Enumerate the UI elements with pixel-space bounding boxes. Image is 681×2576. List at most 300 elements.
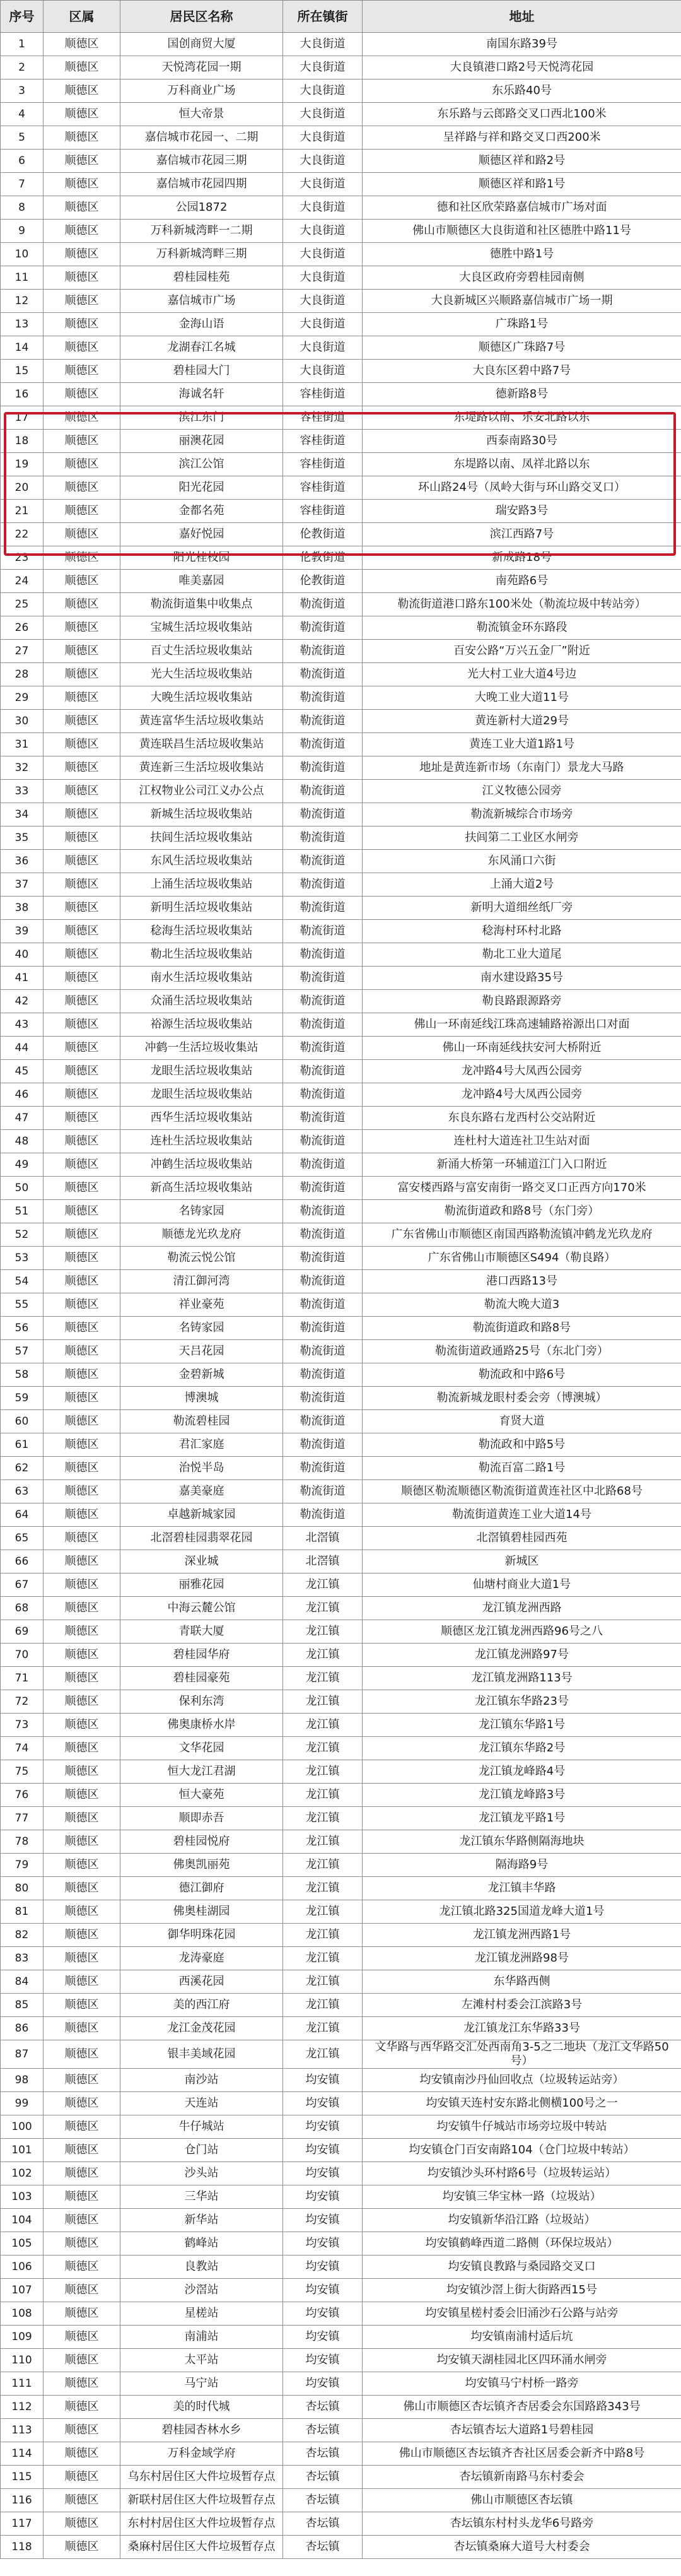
row-town-street: 均安镇 bbox=[283, 2162, 363, 2185]
table-row bbox=[1, 1037, 681, 1060]
row-index: 106 bbox=[1, 2255, 44, 2279]
row-index: 53 bbox=[1, 1247, 44, 1270]
table-row bbox=[1, 2139, 681, 2162]
row-address: 广东省佛山市顺德区南国西路勒流镇冲鹤龙光玖龙府 bbox=[363, 1223, 681, 1247]
row-community-name: 万科商业广场 bbox=[120, 79, 283, 103]
row-address: 均安镇星槎村委会旧涌沙石公路与站旁 bbox=[363, 2302, 681, 2326]
row-community-name: 佛奥桂湖园 bbox=[120, 1900, 283, 1924]
row-district: 顺德区 bbox=[44, 1223, 120, 1247]
row-community-name: 阳光花园 bbox=[120, 476, 283, 500]
row-district: 顺德区 bbox=[44, 593, 120, 616]
row-district: 顺德区 bbox=[44, 1387, 120, 1410]
row-town-street: 均安镇 bbox=[283, 2326, 363, 2349]
row-community-name: 扶闾生活垃圾收集站 bbox=[120, 826, 283, 850]
row-community-name: 江权物业公司江义办公点 bbox=[120, 780, 283, 803]
row-town-street: 龙江镇 bbox=[283, 1760, 363, 1784]
row-district: 顺德区 bbox=[44, 1503, 120, 1527]
row-community-name: 碧桂园大门 bbox=[120, 360, 283, 383]
row-address: 顺德区广珠路7号 bbox=[363, 336, 681, 360]
row-address: 大良镇港口路2号天悦湾花园 bbox=[363, 56, 681, 79]
row-town-street: 勒流街道 bbox=[283, 943, 363, 967]
row-district: 顺德区 bbox=[44, 2396, 120, 2419]
row-index: 74 bbox=[1, 1737, 44, 1760]
row-address: 新明大道细丝纸厂旁 bbox=[363, 897, 681, 920]
row-town-street: 大良街道 bbox=[283, 103, 363, 126]
table-row bbox=[1, 383, 681, 406]
row-district: 顺德区 bbox=[44, 570, 120, 593]
row-district: 顺德区 bbox=[44, 476, 120, 500]
row-community-name: 龙眼生活垃圾收集站 bbox=[120, 1060, 283, 1083]
row-index: 76 bbox=[1, 1784, 44, 1807]
row-index: 102 bbox=[1, 2162, 44, 2185]
row-town-street: 龙江镇 bbox=[283, 1737, 363, 1760]
row-town-street: 龙江镇 bbox=[283, 2017, 363, 2040]
row-address: 龙冲路4号大凤西公园旁 bbox=[363, 1060, 681, 1083]
row-index: 16 bbox=[1, 383, 44, 406]
row-town-street: 龙江镇 bbox=[283, 1830, 363, 1854]
row-town-street: 勒流街道 bbox=[283, 1107, 363, 1130]
row-community-name: 星槎站 bbox=[120, 2302, 283, 2326]
table-row bbox=[1, 1293, 681, 1317]
row-address: 新涌大桥第一环辅道江门入口附近 bbox=[363, 1153, 681, 1177]
row-district: 顺德区 bbox=[44, 1410, 120, 1433]
row-index: 24 bbox=[1, 570, 44, 593]
row-district: 顺德区 bbox=[44, 2209, 120, 2232]
table-row bbox=[1, 1317, 681, 1340]
table-row bbox=[1, 2279, 681, 2302]
row-town-street: 容桂街道 bbox=[283, 406, 363, 430]
row-index: 18 bbox=[1, 430, 44, 453]
row-district: 顺德区 bbox=[44, 990, 120, 1013]
table-row bbox=[1, 2209, 681, 2232]
table-row bbox=[1, 266, 681, 290]
row-district: 顺德区 bbox=[44, 1457, 120, 1480]
row-index: 117 bbox=[1, 2512, 44, 2536]
row-index: 67 bbox=[1, 1573, 44, 1597]
row-community-name: 众涌生活垃圾收集站 bbox=[120, 990, 283, 1013]
row-district: 顺德区 bbox=[44, 710, 120, 733]
row-index: 3 bbox=[1, 79, 44, 103]
row-address: 顺德区祥和路1号 bbox=[363, 173, 681, 196]
row-community-name: 龙江金茂花园 bbox=[120, 2017, 283, 2040]
row-community-name: 阳光桂枝园 bbox=[120, 546, 283, 570]
row-community-name: 冲鹤一生活垃圾收集站 bbox=[120, 1037, 283, 1060]
table-row bbox=[1, 1223, 681, 1247]
row-index: 6 bbox=[1, 150, 44, 173]
row-community-name: 顺德龙光玖龙府 bbox=[120, 1223, 283, 1247]
row-index: 27 bbox=[1, 640, 44, 663]
table-row bbox=[1, 1924, 681, 1947]
row-district: 顺德区 bbox=[44, 360, 120, 383]
row-town-street: 龙江镇 bbox=[283, 1807, 363, 1830]
row-district: 顺德区 bbox=[44, 173, 120, 196]
table-row bbox=[1, 2092, 681, 2115]
row-town-street: 容桂街道 bbox=[283, 430, 363, 453]
row-district: 顺德区 bbox=[44, 1107, 120, 1130]
row-community-name: 清江御河湾 bbox=[120, 1270, 283, 1293]
row-address: 勒流镇金环东路段 bbox=[363, 616, 681, 640]
header-address: 地址 bbox=[363, 1, 681, 33]
row-district: 顺德区 bbox=[44, 1900, 120, 1924]
row-town-street: 龙江镇 bbox=[283, 1900, 363, 1924]
row-address: 百安公路“万兴五金厂”附近 bbox=[363, 640, 681, 663]
row-district: 顺德区 bbox=[44, 2349, 120, 2372]
row-town-street: 均安镇 bbox=[283, 2069, 363, 2092]
row-town-street: 勒流街道 bbox=[283, 1480, 363, 1503]
table-row bbox=[1, 570, 681, 593]
row-district: 顺德区 bbox=[44, 1737, 120, 1760]
table-row bbox=[1, 476, 681, 500]
row-index: 69 bbox=[1, 1620, 44, 1644]
row-community-name: 冲鹤生活垃圾收集站 bbox=[120, 1153, 283, 1177]
row-address: 勒流百富二路1号 bbox=[363, 1457, 681, 1480]
row-index: 17 bbox=[1, 406, 44, 430]
row-community-name: 连杜生活垃圾收集站 bbox=[120, 1130, 283, 1153]
row-address: 均安镇天湖桂园北区四环涌水闸旁 bbox=[363, 2349, 681, 2372]
row-index: 78 bbox=[1, 1830, 44, 1854]
table-row bbox=[1, 2419, 681, 2442]
row-district: 顺德区 bbox=[44, 1854, 120, 1877]
table-row bbox=[1, 1970, 681, 1994]
row-address: 富安楼西路与富安南街一路交叉口正西方向170米 bbox=[363, 1177, 681, 1200]
row-district: 顺德区 bbox=[44, 453, 120, 476]
table-row bbox=[1, 2302, 681, 2326]
row-index: 71 bbox=[1, 1667, 44, 1690]
table-row bbox=[1, 1550, 681, 1573]
row-community-name: 美的时代城 bbox=[120, 2396, 283, 2419]
row-address: 广珠路1号 bbox=[363, 313, 681, 336]
table-row bbox=[1, 803, 681, 826]
row-address: 龙江镇北路325国道龙峰大道1号 bbox=[363, 1900, 681, 1924]
table-row bbox=[1, 640, 681, 663]
row-community-name: 美的西江府 bbox=[120, 1994, 283, 2017]
row-index: 57 bbox=[1, 1340, 44, 1363]
row-district: 顺德区 bbox=[44, 2040, 120, 2069]
row-index: 98 bbox=[1, 2069, 44, 2092]
row-address: 勒流街道政和路8号 bbox=[363, 1317, 681, 1340]
row-town-street: 容桂街道 bbox=[283, 500, 363, 523]
table-row bbox=[1, 1457, 681, 1480]
table-row bbox=[1, 1130, 681, 1153]
row-district: 顺德区 bbox=[44, 733, 120, 756]
row-address: 均安镇新华沿江路（垃圾站） bbox=[363, 2209, 681, 2232]
row-district: 顺德区 bbox=[44, 2232, 120, 2255]
row-index: 83 bbox=[1, 1947, 44, 1970]
row-index: 22 bbox=[1, 523, 44, 546]
row-address: 勒流街道政通路25号（东北门旁） bbox=[363, 1340, 681, 1363]
row-index: 43 bbox=[1, 1013, 44, 1037]
row-index: 38 bbox=[1, 897, 44, 920]
row-community-name: 君汇家庭 bbox=[120, 1433, 283, 1457]
row-address: 勒流大晚大道3 bbox=[363, 1293, 681, 1317]
row-community-name: 勒北生活垃圾收集站 bbox=[120, 943, 283, 967]
table-row bbox=[1, 2372, 681, 2396]
header-town-street: 所在镇街 bbox=[283, 1, 363, 33]
row-town-street: 勒流街道 bbox=[283, 1363, 363, 1387]
table-row bbox=[1, 103, 681, 126]
row-town-street: 均安镇 bbox=[283, 2209, 363, 2232]
table-row bbox=[1, 1527, 681, 1550]
table-row bbox=[1, 733, 681, 756]
row-address: 大良新城区兴顺路嘉信城市广场一期 bbox=[363, 290, 681, 313]
row-address: 佛山市顺德区杏坛镇齐杏社区居委会新齐中路8号 bbox=[363, 2442, 681, 2466]
row-town-street: 勒流街道 bbox=[283, 733, 363, 756]
row-address: 勒流街道黄连工业大道14号 bbox=[363, 1503, 681, 1527]
row-community-name: 滨江公馆 bbox=[120, 453, 283, 476]
row-address: 佛山市顺德区杏坛镇 bbox=[363, 2489, 681, 2512]
table-row bbox=[1, 1900, 681, 1924]
row-district: 顺德区 bbox=[44, 1830, 120, 1854]
row-town-street: 龙江镇 bbox=[283, 1667, 363, 1690]
row-town-street: 勒流街道 bbox=[283, 1457, 363, 1480]
row-index: 118 bbox=[1, 2536, 44, 2559]
row-address: 东华路西侧 bbox=[363, 1970, 681, 1994]
table-row bbox=[1, 593, 681, 616]
row-district: 顺德区 bbox=[44, 1994, 120, 2017]
row-index: 79 bbox=[1, 1854, 44, 1877]
table-row bbox=[1, 1270, 681, 1293]
row-index: 81 bbox=[1, 1900, 44, 1924]
row-district: 顺德区 bbox=[44, 1784, 120, 1807]
row-town-street: 容桂街道 bbox=[283, 383, 363, 406]
row-address: 左滩村村委会江滨路3号 bbox=[363, 1994, 681, 2017]
table-row bbox=[1, 313, 681, 336]
row-address: 德胜中路1号 bbox=[363, 243, 681, 266]
row-district: 顺德区 bbox=[44, 150, 120, 173]
row-community-name: 稔海生活垃圾收集站 bbox=[120, 920, 283, 943]
row-index: 87 bbox=[1, 2040, 44, 2069]
row-district: 顺德区 bbox=[44, 1573, 120, 1597]
row-district: 顺德区 bbox=[44, 2279, 120, 2302]
row-town-street: 杏坛镇 bbox=[283, 2512, 363, 2536]
row-address: 江义牧德公园旁 bbox=[363, 780, 681, 803]
row-town-street: 龙江镇 bbox=[283, 1924, 363, 1947]
row-address: 均安镇鹤峰西道二路侧（环保垃圾站） bbox=[363, 2232, 681, 2255]
row-town-street: 杏坛镇 bbox=[283, 2489, 363, 2512]
row-town-street: 勒流街道 bbox=[283, 1153, 363, 1177]
row-index: 101 bbox=[1, 2139, 44, 2162]
row-community-name: 裕源生活垃圾收集站 bbox=[120, 1013, 283, 1037]
table-row bbox=[1, 686, 681, 710]
row-address: 东风涌口六街 bbox=[363, 850, 681, 873]
row-district: 顺德区 bbox=[44, 103, 120, 126]
row-community-name: 治悦半岛 bbox=[120, 1457, 283, 1480]
row-address: 龙江镇东华路侧隔海地块 bbox=[363, 1830, 681, 1854]
row-address: 大良东区碧中路7号 bbox=[363, 360, 681, 383]
table-row bbox=[1, 360, 681, 383]
table-row bbox=[1, 1387, 681, 1410]
row-town-street: 伦教街道 bbox=[283, 523, 363, 546]
row-town-street: 均安镇 bbox=[283, 2232, 363, 2255]
table-row bbox=[1, 406, 681, 430]
row-community-name: 南沙站 bbox=[120, 2069, 283, 2092]
row-community-name: 金碧新城 bbox=[120, 1363, 283, 1387]
row-index: 58 bbox=[1, 1363, 44, 1387]
row-address: 光大村工业大道4号边 bbox=[363, 663, 681, 686]
row-town-street: 勒流街道 bbox=[283, 826, 363, 850]
row-district: 顺德区 bbox=[44, 1620, 120, 1644]
row-community-name: 嘉美豪庭 bbox=[120, 1480, 283, 1503]
row-district: 顺德区 bbox=[44, 686, 120, 710]
table-row bbox=[1, 1503, 681, 1527]
table-row bbox=[1, 2326, 681, 2349]
row-address: 隔海路9号 bbox=[363, 1854, 681, 1877]
row-town-street: 勒流街道 bbox=[283, 756, 363, 780]
row-town-street: 勒流街道 bbox=[283, 663, 363, 686]
row-community-name: 滨江东门 bbox=[120, 406, 283, 430]
row-address: 龙江镇龙洲西路1号 bbox=[363, 1924, 681, 1947]
row-community-name: 桑麻村居住区大件垃圾暂存点 bbox=[120, 2536, 283, 2559]
row-index: 109 bbox=[1, 2326, 44, 2349]
row-address: 杏坛镇东村村头龙华6号路旁 bbox=[363, 2512, 681, 2536]
row-town-street: 龙江镇 bbox=[283, 1644, 363, 1667]
row-district: 顺德区 bbox=[44, 2442, 120, 2466]
row-community-name: 马宁站 bbox=[120, 2372, 283, 2396]
table-row bbox=[1, 1573, 681, 1597]
table-row bbox=[1, 873, 681, 897]
row-district: 顺德区 bbox=[44, 2536, 120, 2559]
row-community-name: 黄连新三生活垃圾收集站 bbox=[120, 756, 283, 780]
row-index: 45 bbox=[1, 1060, 44, 1083]
row-district: 顺德区 bbox=[44, 1947, 120, 1970]
row-community-name: 深业城 bbox=[120, 1550, 283, 1573]
row-index: 15 bbox=[1, 360, 44, 383]
row-town-street: 均安镇 bbox=[283, 2139, 363, 2162]
row-town-street: 容桂街道 bbox=[283, 453, 363, 476]
row-town-street: 勒流街道 bbox=[283, 920, 363, 943]
row-index: 19 bbox=[1, 453, 44, 476]
row-district: 顺德区 bbox=[44, 243, 120, 266]
row-address: 瑞安路3号 bbox=[363, 500, 681, 523]
row-community-name: 万科新城湾畔一二期 bbox=[120, 220, 283, 243]
table-row bbox=[1, 126, 681, 150]
row-address: 滨江西路7号 bbox=[363, 523, 681, 546]
row-index: 112 bbox=[1, 2396, 44, 2419]
row-index: 23 bbox=[1, 546, 44, 570]
row-community-name: 大晚生活垃圾收集站 bbox=[120, 686, 283, 710]
row-index: 47 bbox=[1, 1107, 44, 1130]
row-address: 勒北工业大道尾 bbox=[363, 943, 681, 967]
table-row bbox=[1, 1784, 681, 1807]
row-index: 54 bbox=[1, 1270, 44, 1293]
table-row bbox=[1, 150, 681, 173]
row-community-name: 万科金域学府 bbox=[120, 2442, 283, 2466]
row-address: 均安镇良教路与桑园路交叉口 bbox=[363, 2255, 681, 2279]
row-index: 59 bbox=[1, 1387, 44, 1410]
row-address: 顺德区祥和路2号 bbox=[363, 150, 681, 173]
table-row bbox=[1, 220, 681, 243]
row-community-name: 乌东村居住区大件垃圾暂存点 bbox=[120, 2466, 283, 2489]
row-town-street: 大良街道 bbox=[283, 220, 363, 243]
row-address: 龙江镇东华路1号 bbox=[363, 1714, 681, 1737]
row-community-name: 嘉好悦园 bbox=[120, 523, 283, 546]
table-row bbox=[1, 173, 681, 196]
table-row bbox=[1, 943, 681, 967]
row-town-street: 杏坛镇 bbox=[283, 2536, 363, 2559]
row-district: 顺德区 bbox=[44, 2419, 120, 2442]
row-index: 72 bbox=[1, 1690, 44, 1714]
row-town-street: 大良街道 bbox=[283, 79, 363, 103]
row-index: 41 bbox=[1, 967, 44, 990]
row-town-street: 龙江镇 bbox=[283, 1597, 363, 1620]
row-district: 顺德区 bbox=[44, 1924, 120, 1947]
row-community-name: 公园1872 bbox=[120, 196, 283, 220]
row-district: 顺德区 bbox=[44, 663, 120, 686]
row-address: 东乐路40号 bbox=[363, 79, 681, 103]
row-town-street: 均安镇 bbox=[283, 2255, 363, 2279]
row-address: 龙冲路4号大凤西公园旁 bbox=[363, 1083, 681, 1107]
table-row bbox=[1, 2185, 681, 2209]
row-address: 新成路18号 bbox=[363, 546, 681, 570]
row-community-name: 丽雅花园 bbox=[120, 1573, 283, 1597]
table-row bbox=[1, 1177, 681, 1200]
table-row bbox=[1, 756, 681, 780]
row-address: 龙江镇龙峰路4号 bbox=[363, 1760, 681, 1784]
table-row bbox=[1, 1620, 681, 1644]
row-town-street: 龙江镇 bbox=[283, 1784, 363, 1807]
table-row bbox=[1, 2162, 681, 2185]
row-district: 顺德区 bbox=[44, 313, 120, 336]
table-row bbox=[1, 1107, 681, 1130]
table-row bbox=[1, 1690, 681, 1714]
row-address: 环山路24号（凤岭大街与环山路交叉口） bbox=[363, 476, 681, 500]
table-row bbox=[1, 920, 681, 943]
table-row bbox=[1, 290, 681, 313]
row-district: 顺德区 bbox=[44, 2017, 120, 2040]
row-town-street: 勒流街道 bbox=[283, 1060, 363, 1083]
table-row bbox=[1, 1994, 681, 2017]
row-index: 26 bbox=[1, 616, 44, 640]
table-row bbox=[1, 1060, 681, 1083]
row-community-name: 恒大帝景 bbox=[120, 103, 283, 126]
table-row bbox=[1, 546, 681, 570]
row-address: 新城区 bbox=[363, 1550, 681, 1573]
row-town-street: 勒流街道 bbox=[283, 1200, 363, 1223]
row-town-street: 均安镇 bbox=[283, 2302, 363, 2326]
row-town-street: 勒流街道 bbox=[283, 640, 363, 663]
row-community-name: 德江御府 bbox=[120, 1877, 283, 1900]
row-town-street: 勒流街道 bbox=[283, 873, 363, 897]
row-address: 佛山市顺德区大良街道和社区德胜中路11号 bbox=[363, 220, 681, 243]
row-district: 顺德区 bbox=[44, 79, 120, 103]
row-town-street: 勒流街道 bbox=[283, 710, 363, 733]
row-community-name: 牛仔城站 bbox=[120, 2115, 283, 2139]
row-district: 顺德区 bbox=[44, 1013, 120, 1037]
row-town-street: 均安镇 bbox=[283, 2115, 363, 2139]
row-town-street: 大良街道 bbox=[283, 150, 363, 173]
row-district: 顺德区 bbox=[44, 1177, 120, 1200]
row-community-name: 新城生活垃圾收集站 bbox=[120, 803, 283, 826]
row-community-name: 天吕花园 bbox=[120, 1340, 283, 1363]
row-community-name: 上涌生活垃圾收集站 bbox=[120, 873, 283, 897]
row-district: 顺德区 bbox=[44, 2115, 120, 2139]
table-row bbox=[1, 2442, 681, 2466]
row-town-street: 杏坛镇 bbox=[283, 2419, 363, 2442]
row-town-street: 勒流街道 bbox=[283, 1037, 363, 1060]
row-index: 37 bbox=[1, 873, 44, 897]
row-district: 顺德区 bbox=[44, 56, 120, 79]
row-index: 2 bbox=[1, 56, 44, 79]
row-index: 107 bbox=[1, 2279, 44, 2302]
row-community-name: 太平站 bbox=[120, 2349, 283, 2372]
row-district: 顺德区 bbox=[44, 2466, 120, 2489]
row-community-name: 恒大豪苑 bbox=[120, 1784, 283, 1807]
row-district: 顺德区 bbox=[44, 967, 120, 990]
row-index: 85 bbox=[1, 1994, 44, 2017]
row-community-name: 唯美嘉园 bbox=[120, 570, 283, 593]
row-index: 25 bbox=[1, 593, 44, 616]
row-town-street: 勒流街道 bbox=[283, 1387, 363, 1410]
